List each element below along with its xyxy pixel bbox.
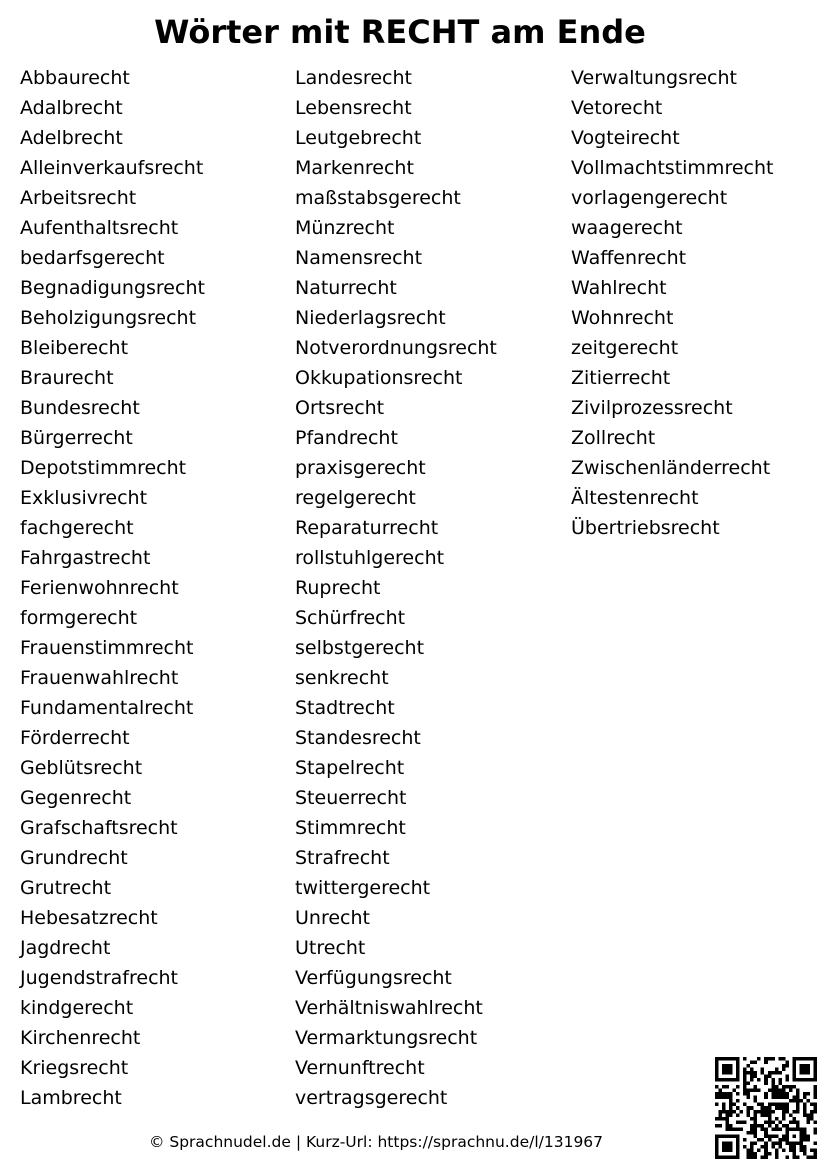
- word-item: maßstabsgerecht: [295, 187, 461, 209]
- word-item: Landesrecht: [295, 67, 412, 89]
- word-item: Okkupationsrecht: [295, 367, 463, 389]
- page-title: Wörter mit RECHT am Ende: [154, 13, 646, 51]
- word-item: Förderrecht: [20, 727, 130, 749]
- word-item: Grafschaftsrecht: [20, 817, 178, 839]
- word-item: Exklusivrecht: [20, 487, 148, 509]
- word-column-1: [20, 63, 205, 1113]
- word-item: Adalbrecht: [20, 97, 123, 119]
- word-item: Beholzigungsrecht: [20, 307, 197, 329]
- word-item: Begnadigungsrecht: [20, 277, 205, 299]
- word-item: Kirchenrecht: [20, 1027, 141, 1049]
- word-item: Standesrecht: [295, 727, 421, 749]
- word-item: vorlagengerecht: [571, 187, 728, 209]
- word-item: regelgerecht: [295, 487, 416, 509]
- word-item: Stapelrecht: [295, 757, 405, 779]
- word-item: Lambrecht: [20, 1087, 122, 1109]
- word-item: Depotstimmrecht: [20, 457, 187, 479]
- word-item: Arbeitsrecht: [20, 187, 137, 209]
- word-item: Reparaturrecht: [295, 517, 439, 539]
- word-item: Unrecht: [295, 907, 370, 929]
- word-item: Grundrecht: [20, 847, 128, 869]
- qr-code-icon: [715, 1057, 817, 1159]
- word-item: Frauenwahlrecht: [20, 667, 179, 689]
- word-item: rollstuhlgerecht: [295, 547, 445, 569]
- word-item: Zitierrecht: [571, 367, 671, 389]
- word-item: Geblütsrecht: [20, 757, 143, 779]
- word-item: Hebesatzrecht: [20, 907, 158, 929]
- word-column-2: [295, 63, 497, 1113]
- word-item: waagerecht: [571, 217, 683, 239]
- word-item: Ferienwohnrecht: [20, 577, 179, 599]
- word-item: Stadtrecht: [295, 697, 395, 719]
- word-item: Stimmrecht: [295, 817, 406, 839]
- word-item: Waffenrecht: [571, 247, 687, 269]
- footer-credit: © Sprachnudel.de | Kurz-Url: https://sprachnu.de/l/131967: [148, 1133, 604, 1151]
- word-item: Bleiberecht: [20, 337, 129, 359]
- word-item: Frauenstimmrecht: [20, 637, 194, 659]
- word-item: vertragsgerecht: [295, 1087, 448, 1109]
- word-item: Verwaltungsrecht: [571, 67, 737, 89]
- word-item: Vogteirecht: [571, 127, 680, 149]
- word-item: Niederlagsrecht: [295, 307, 446, 329]
- word-item: Zivilprozessrecht: [571, 397, 733, 419]
- word-item: praxisgerecht: [295, 457, 426, 479]
- word-item: bedarfsgerecht: [20, 247, 165, 269]
- word-item: formgerecht: [20, 607, 138, 629]
- word-column-3: [571, 63, 773, 543]
- word-item: Jagdrecht: [20, 937, 111, 959]
- word-item: Übertriebsrecht: [571, 517, 720, 539]
- word-item: Naturrecht: [295, 277, 397, 299]
- word-item: Vetorecht: [571, 97, 663, 119]
- word-item: Fundamentalrecht: [20, 697, 194, 719]
- word-item: Kriegsrecht: [20, 1057, 129, 1079]
- word-item: Zollrecht: [571, 427, 656, 449]
- word-item: Ältestenrecht: [571, 487, 699, 509]
- word-item: Ruprecht: [295, 577, 381, 599]
- word-item: Alleinverkaufsrecht: [20, 157, 204, 179]
- word-item: fachgerecht: [20, 517, 134, 539]
- word-item: Jugendstrafrecht: [20, 967, 179, 989]
- word-item: Wahlrecht: [571, 277, 667, 299]
- word-item: Verhältniswahlrecht: [295, 997, 483, 1019]
- word-item: Strafrecht: [295, 847, 390, 869]
- word-item: Markenrecht: [295, 157, 414, 179]
- word-item: Schürfrecht: [295, 607, 406, 629]
- word-item: Namensrecht: [295, 247, 423, 269]
- word-item: Pfandrecht: [295, 427, 398, 449]
- word-item: Zwischenländerrecht: [571, 457, 771, 479]
- word-item: selbstgerecht: [295, 637, 425, 659]
- word-item: Aufenthaltsrecht: [20, 217, 179, 239]
- word-item: Utrecht: [295, 937, 366, 959]
- word-item: Vollmachtstimmrecht: [571, 157, 774, 179]
- word-item: Grutrecht: [20, 877, 112, 899]
- word-item: Wohnrecht: [571, 307, 674, 329]
- word-item: Lebensrecht: [295, 97, 412, 119]
- word-item: Leutgebrecht: [295, 127, 422, 149]
- word-item: Fahrgastrecht: [20, 547, 151, 569]
- word-item: Gegenrecht: [20, 787, 132, 809]
- word-item: twittergerecht: [295, 877, 431, 899]
- word-item: Münzrecht: [295, 217, 395, 239]
- word-item: Bürgerrecht: [20, 427, 133, 449]
- word-item: Notverordnungsrecht: [295, 337, 497, 359]
- word-item: Bundesrecht: [20, 397, 140, 419]
- word-item: senkrecht: [295, 667, 389, 689]
- word-item: Adelbrecht: [20, 127, 123, 149]
- word-item: Abbaurecht: [20, 67, 130, 89]
- word-item: Vermarktungsrecht: [295, 1027, 478, 1049]
- word-item: Vernunftrecht: [295, 1057, 425, 1079]
- word-item: zeitgerecht: [571, 337, 679, 359]
- word-item: Steuerrecht: [295, 787, 407, 809]
- word-item: Braurecht: [20, 367, 114, 389]
- word-item: Verfügungsrecht: [295, 967, 452, 989]
- word-item: kindgerecht: [20, 997, 134, 1019]
- word-item: Ortsrecht: [295, 397, 385, 419]
